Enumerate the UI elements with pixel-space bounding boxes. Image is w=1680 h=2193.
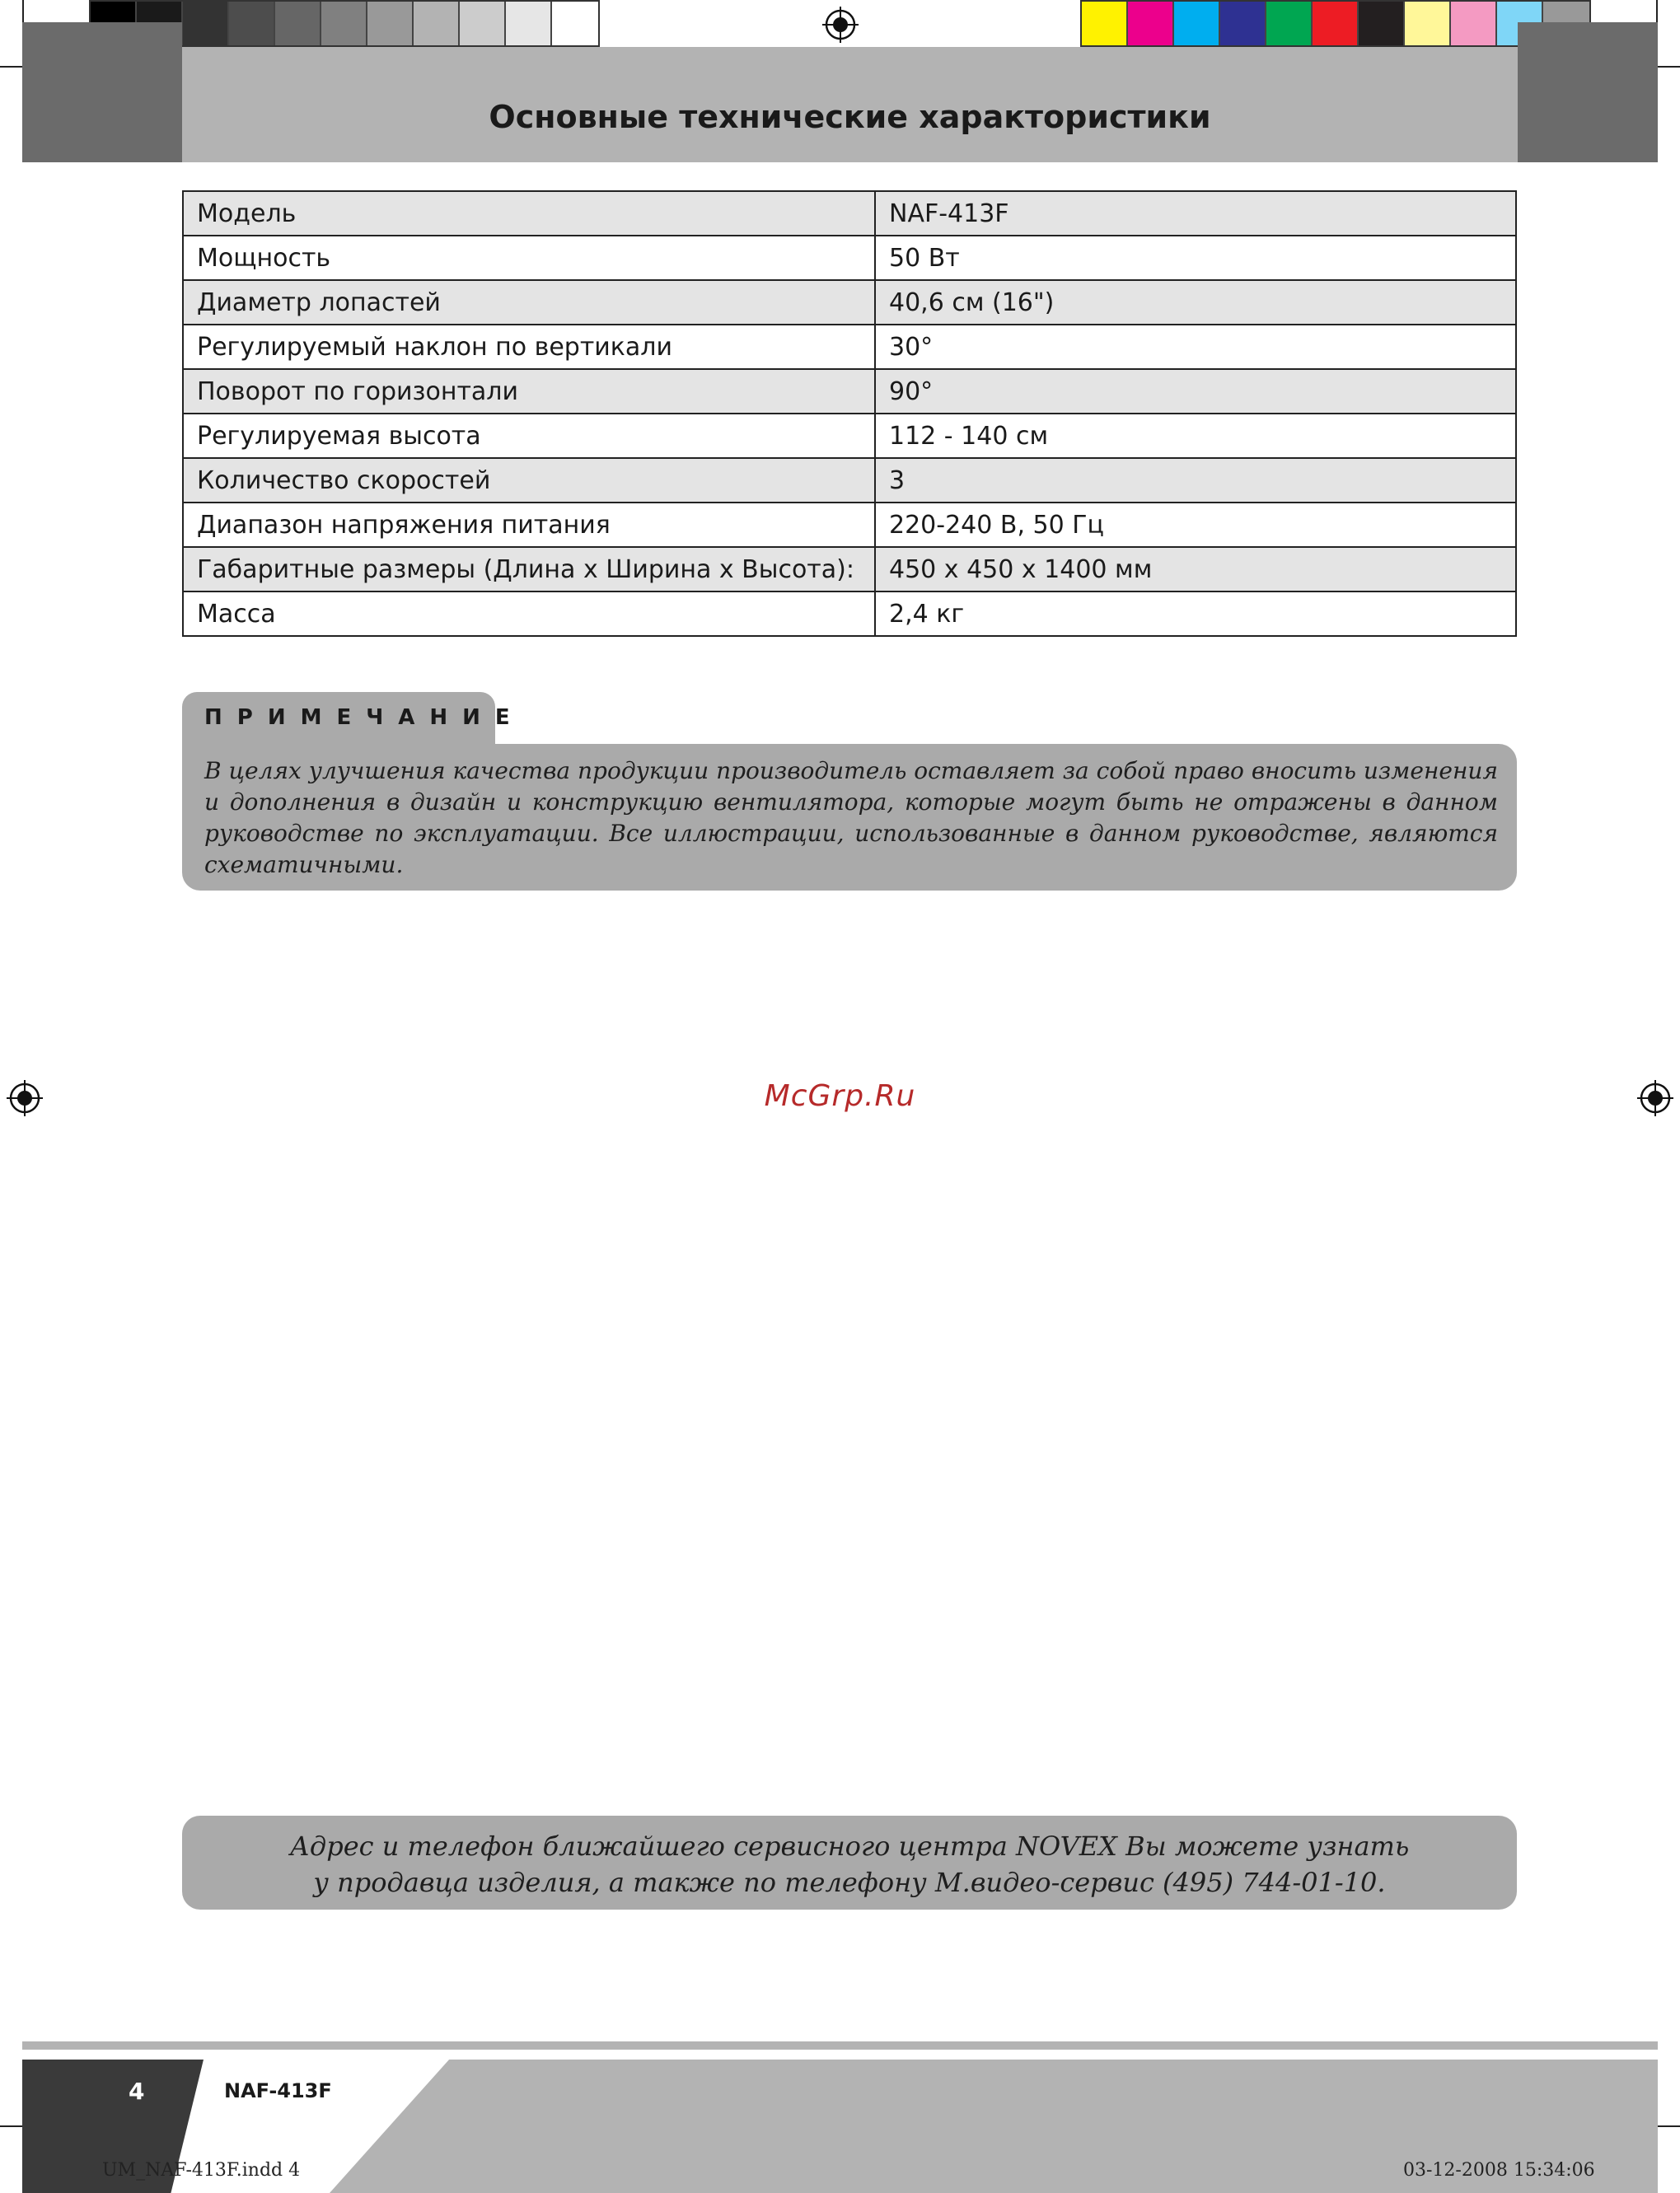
spec-value: 450 х 450 х 1400 мм [875,547,1516,592]
note-heading: ПРИМЕЧАНИЕ [204,705,525,730]
service-line: у продавца изделия, а также по телефону М.видео-сервис (495) 744-01-10. [313,1867,1386,1898]
color-swatch [229,2,275,45]
page-number: 4 [129,2078,145,2105]
spec-label: Масса [183,592,875,636]
color-swatch [414,2,460,45]
header-side-block [1518,22,1658,162]
spec-value: 30° [875,325,1516,369]
registration-mark-icon [822,7,859,43]
color-swatch [1082,2,1128,45]
spec-label: Диаметр лопастей [183,280,875,325]
color-swatch [552,2,598,45]
spec-label: Регулируемый наклон по вертикали [183,325,875,369]
table-row [183,369,1516,414]
table-row [183,458,1516,503]
note-text [204,755,1498,881]
spec-label: Регулируемая высота [183,414,875,458]
spec-table [182,190,1517,637]
color-swatch [1359,2,1405,45]
table-row [183,325,1516,369]
spec-value: NAF-413F [875,191,1516,236]
color-swatch [1128,2,1174,45]
color-swatch [1313,2,1359,45]
color-swatch [1266,2,1313,45]
color-swatch [1405,2,1451,45]
spec-value: 3 [875,458,1516,503]
slug-file: UM_NAF-413F.indd 4 [102,2160,301,2181]
spec-label: Диапазон напряжения питания [183,503,875,547]
color-swatch [1220,2,1266,45]
table-row [183,280,1516,325]
color-swatch [275,2,321,45]
table-row [183,191,1516,236]
table-row [183,414,1516,458]
color-bar [1080,0,1591,47]
color-swatch [1451,2,1497,45]
spec-value: 220-240 В, 50 Гц [875,503,1516,547]
footer-model: NAF-413F [224,2079,332,2102]
service-text [182,1828,1517,1901]
color-swatch [506,2,552,45]
color-swatch [321,2,367,45]
spec-label: Модель [183,191,875,236]
table-row [183,592,1516,636]
spec-value: 2,4 кг [875,592,1516,636]
spec-value: 50 Вт [875,236,1516,280]
color-swatch [367,2,414,45]
spec-label: Количество скоростей [183,458,875,503]
table-row [183,547,1516,592]
spec-value: 90° [875,369,1516,414]
slug-date: 03-12-2008 15:34:06 [1403,2160,1595,2181]
table-row [183,236,1516,280]
spec-label: Мощность [183,236,875,280]
color-swatch [183,2,229,45]
color-swatch [460,2,506,45]
page-title: Основные технические характористики [489,99,1211,135]
footer-rule [22,2041,1658,2050]
note-paragraph: В целях улучшения качества продукции производитель оставляет за собой право вносить изменения и дополнения в дизайн и конструкцию вентилятора, которые могут быть не отражены в данном руководстве по эксплуатации. Все иллюстрации, использованные в данном руководстве, являются схематичными. [204,757,1498,878]
spec-label: Поворот по горизонтали [183,369,875,414]
service-line: Адрес и телефон ближайшего сервисного центра NOVEX Вы можете узнать [289,1831,1410,1862]
color-swatch [1174,2,1220,45]
spec-value: 112 - 140 см [875,414,1516,458]
spec-value: 40,6 см (16") [875,280,1516,325]
header-side-block [22,22,182,162]
watermark-text: McGrp.Ru [764,1079,916,1113]
spec-label: Габаритные размеры (Длина х Ширина х Высота): [183,547,875,592]
table-row [183,503,1516,547]
